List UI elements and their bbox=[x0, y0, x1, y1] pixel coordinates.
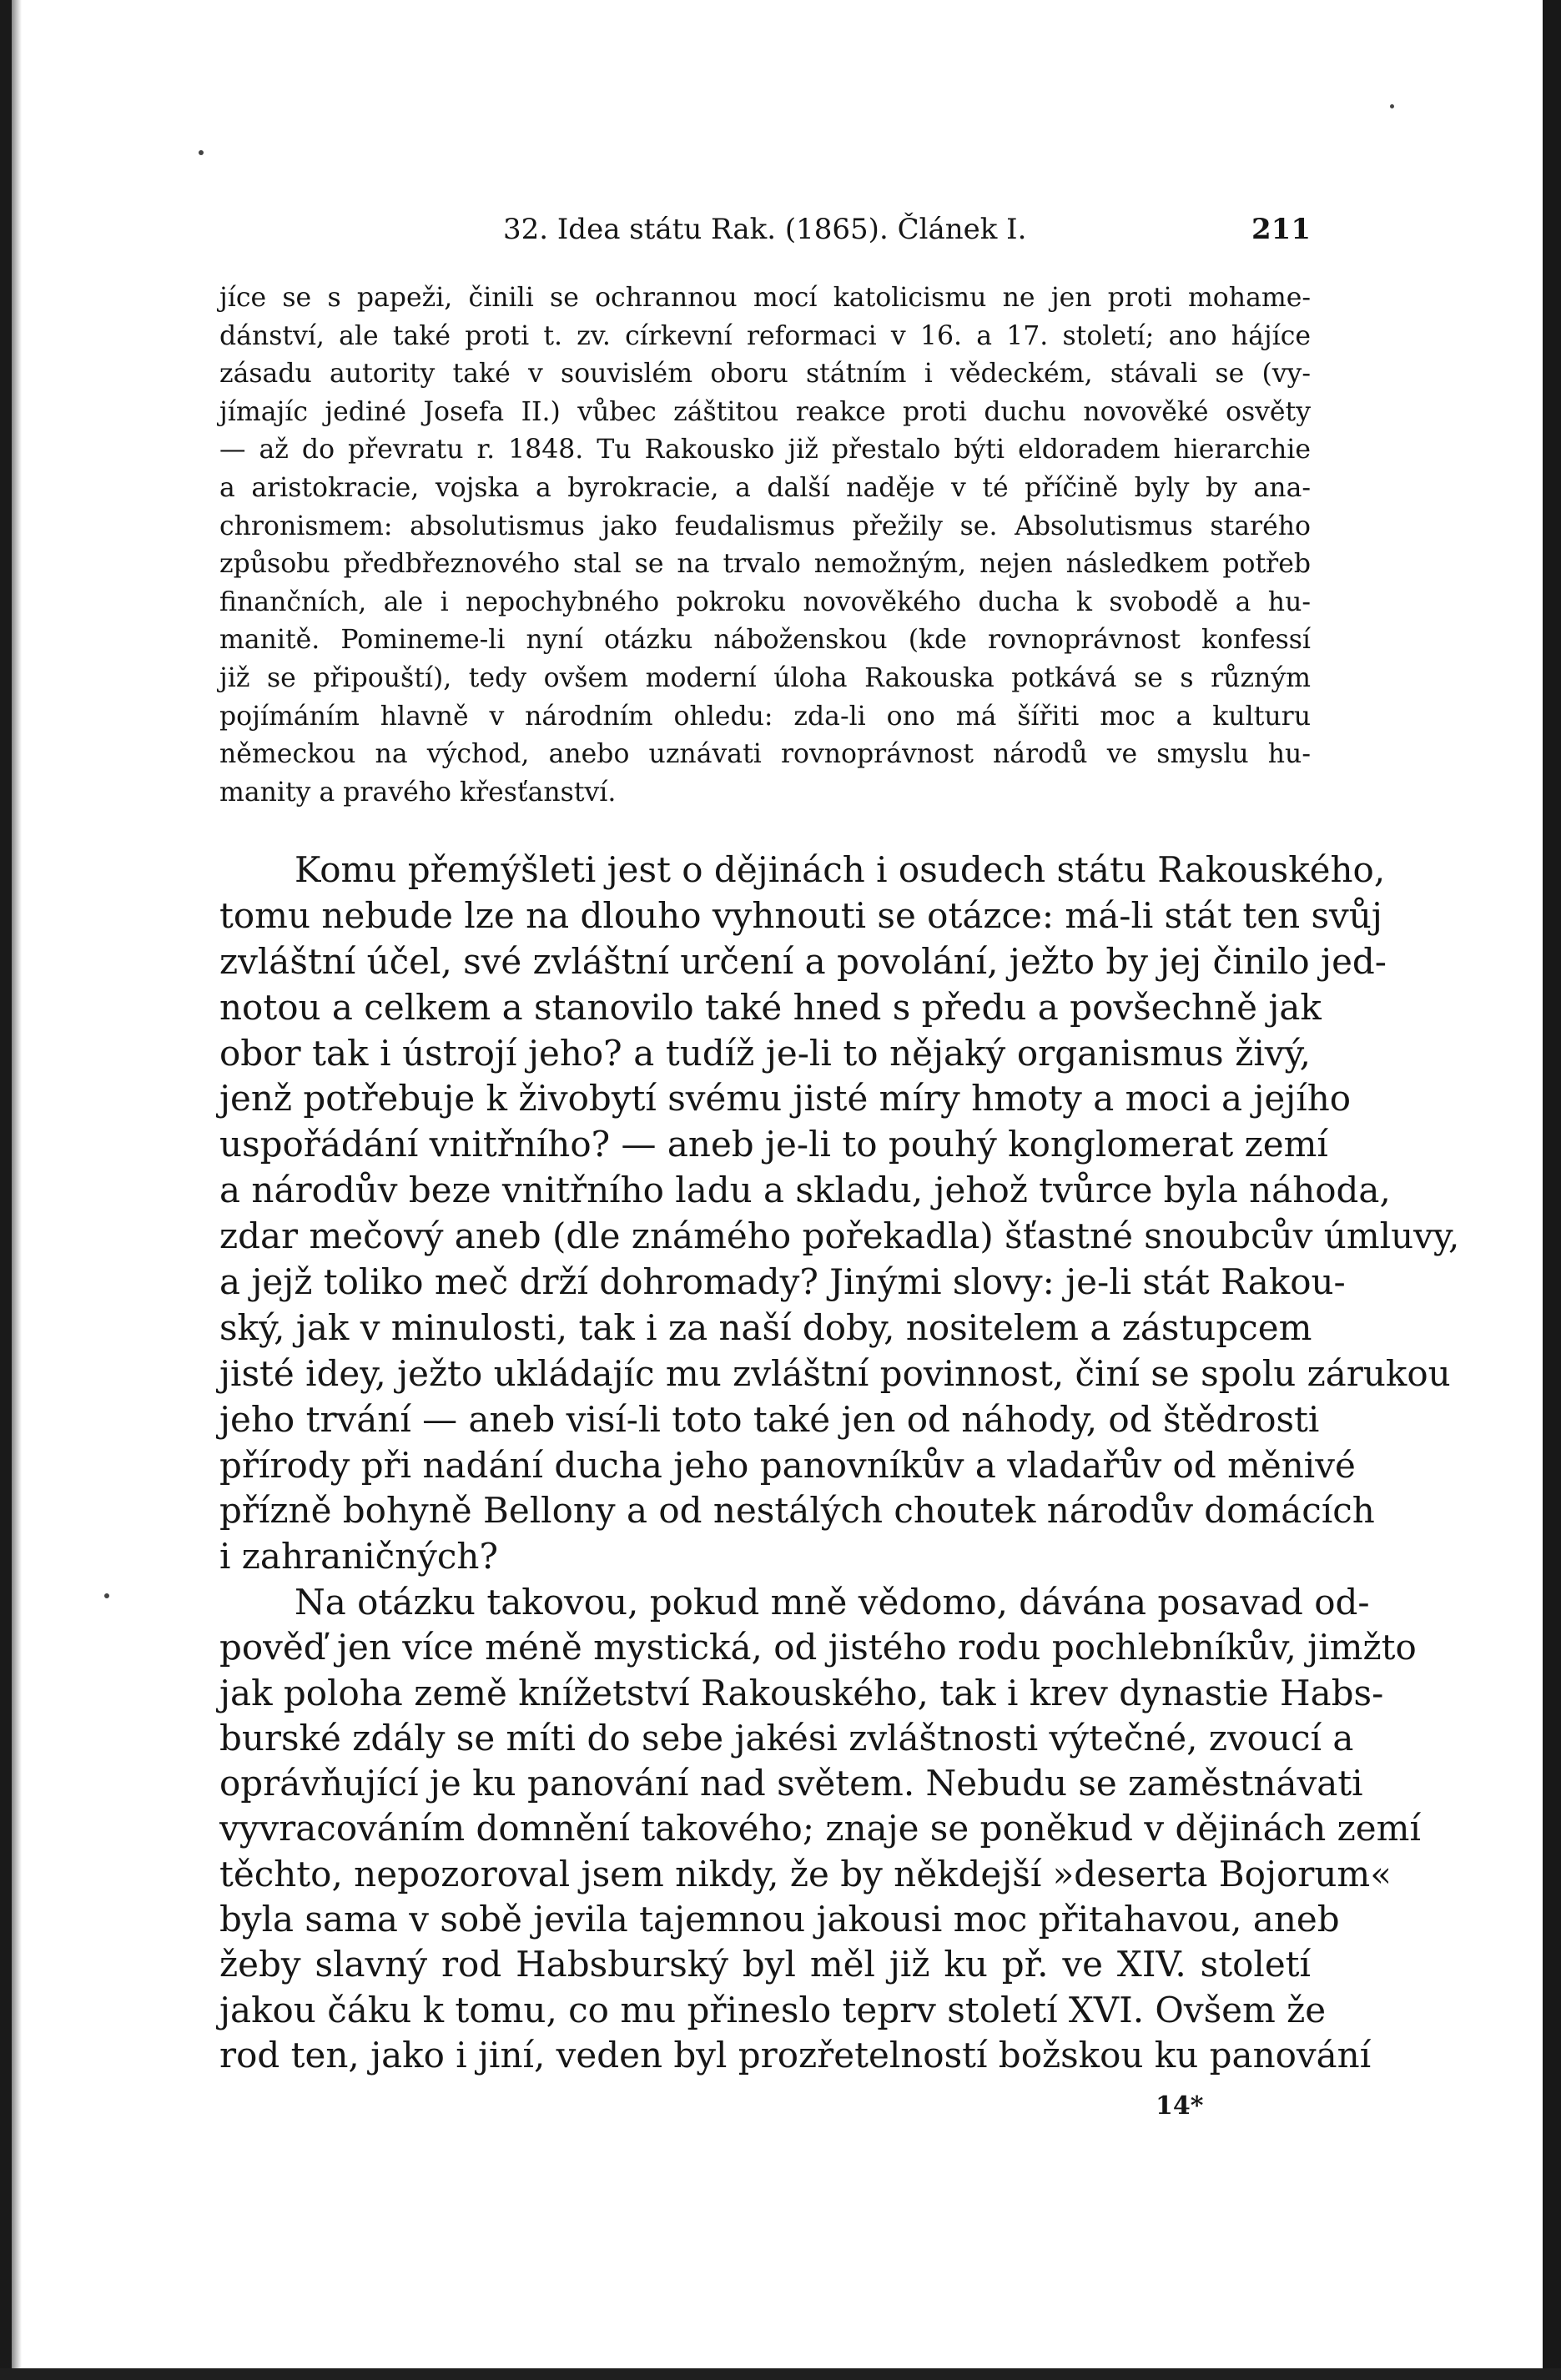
text-line: jeho trvání — aneb visí-li toto také jen od náhody, od štědrosti bbox=[219, 1398, 1320, 1440]
text-line: obor tak i ústrojí jeho? a tudíž je-li to nějaký organismus živý, bbox=[219, 1032, 1311, 1074]
text-line: a národův beze vnitřního ladu a skladu, jehož tvůrce byla náhoda, bbox=[219, 1170, 1391, 1211]
text-line: těchto, nepozoroval jsem nikdy, že by někdejší »deserta Bojorum« bbox=[219, 1853, 1392, 1894]
text-line: vyvracováním domnění takového; znaje se poněkud v dějinách zemí bbox=[219, 1808, 1421, 1849]
text-line: přízně bohyně Bellony a od nestálých choutek národův domácích bbox=[219, 1490, 1375, 1532]
text-line: manity a pravého křesťanství. bbox=[219, 777, 617, 808]
text-line: Komu přemýšleti jest o dějinách i osudech státu Rakouského, bbox=[295, 849, 1386, 890]
text-line: a jejž toliko meč drží dohromady? Jinými slovy: je-li stát Rakou- bbox=[219, 1261, 1346, 1303]
text-line: jímajíc jediné Josefa II.) vůbec záštitou reakce proti duchu novověké osvěty bbox=[219, 396, 1311, 427]
text-line: jenž potřebuje k živobytí svému jisté míry hmoty a moci a jejího bbox=[219, 1078, 1352, 1120]
text-line: zdar mečový aneb (dle známého pořekadla) šťastné snoubcův úmluvy, bbox=[219, 1215, 1460, 1257]
text-line: jak poloha země knížetství Rakouského, tak i krev dynastie Habs- bbox=[219, 1672, 1384, 1713]
scan-speck bbox=[1390, 104, 1394, 108]
text-line: tomu nebude lze na dlouho vyhnouti se otázce: má-li stát ten svůj bbox=[219, 894, 1382, 936]
text-line: chronismem: absolutismus jako feudalismus přežily se. Absolutismus starého bbox=[219, 511, 1311, 541]
footnote-block bbox=[219, 279, 1311, 812]
text-line: — až do převratu r. 1848. Tu Rakousko již přestalo býti eldoradem hierarchie bbox=[219, 435, 1311, 465]
paragraph-2 bbox=[219, 1580, 1421, 2078]
text-line: i zahraničných? bbox=[219, 1536, 498, 1577]
text-line: byla sama v sobě jevila tajemnou jakousi moc přitahavou, aneb bbox=[219, 1899, 1340, 1940]
text-line: zásadu autority také v souvislém oboru státním i vědeckém, stávali se (vy- bbox=[219, 359, 1311, 390]
text-line: již se připouští), tedy ovšem moderní úloha Rakouska potkává se s různým bbox=[219, 662, 1311, 693]
text-line: pověď jen více méně mystická, od jistého rodu pochlebníkův, jimžto bbox=[219, 1627, 1417, 1668]
running-header bbox=[503, 213, 1311, 246]
text-line: finančních, ale i nepochybného pokroku novověkého ducha k svobodě a hu- bbox=[219, 586, 1311, 617]
text-line: německou na východ, anebo uznávati rovnoprávnost národů ve smyslu hu- bbox=[219, 739, 1311, 770]
header-title: 32. Idea státu Rak. (1865). Článek I. bbox=[503, 213, 1027, 246]
text-line: notou a celkem a stanovilo také hned s předu a povšechně jak bbox=[219, 986, 1322, 1028]
text-line: jíce se s papeži, činili se ochrannou mocí katolicismu ne jen proti mohame- bbox=[219, 283, 1311, 313]
text-line: a aristokracie, vojska a byrokracie, a další naděje v té příčině byly by ana- bbox=[219, 472, 1311, 503]
signature-mark: 14* bbox=[1156, 2091, 1204, 2121]
text-line: oprávňující je ku panování nad světem. Nebudu se zaměstnávati bbox=[219, 1763, 1363, 1804]
scan-edge-right bbox=[1543, 0, 1561, 2380]
text-line: dánství, ale také proti t. zv. církevní reformaci v 16. a 17. století; ano hájíce bbox=[219, 320, 1311, 351]
text-line: manitě. Pomineme-li nyní otázku náboženskou (kde rovnoprávnost konfessí bbox=[219, 625, 1311, 656]
text-line: uspořádání vnitřního? — aneb je-li to pouhý konglomerat zemí bbox=[219, 1124, 1328, 1165]
text-line: žeby slavný rod Habsburský byl měl již ku př. ve XIV. století bbox=[219, 1944, 1311, 1985]
paragraph-1 bbox=[219, 848, 1460, 1580]
text-line: ský, jak v minulosti, tak i za naší doby, nositelem a zástupcem bbox=[219, 1306, 1312, 1348]
text-line: Na otázku takovou, pokud mně vědomo, dávána posavad od- bbox=[295, 1582, 1370, 1623]
scan-speck bbox=[104, 1593, 109, 1598]
page-number: 211 bbox=[1251, 213, 1311, 246]
text-line: způsobu předbřeznového stal se na trvalo nemožným, nejen následkem potřeb bbox=[219, 549, 1311, 580]
text-line: jakou čáku k tomu, co mu přineslo teprv století XVI. Ovšem že bbox=[219, 1989, 1327, 2030]
body-text bbox=[219, 848, 1460, 2076]
text-line: pojímáním hlavně v národním ohledu: zda-li ono má šířiti moc a kulturu bbox=[219, 701, 1311, 732]
text-line: rod ten, jako i jiní, veden byl prozřetelností božskou ku panování bbox=[219, 2034, 1372, 2076]
scan-edge-bottom bbox=[0, 2368, 1561, 2380]
text-line: přírody při nadání ducha jeho panovníkův a vladařův od měnivé bbox=[219, 1444, 1356, 1486]
text-line: burské zdály se míti do sebe jakési zvláštnosti výtečné, zvoucí a bbox=[219, 1717, 1354, 1759]
text-line: zvláštní účel, své zvláštní určení a povolání, ježto by jej činilo jed- bbox=[219, 940, 1387, 982]
scan-edge-left bbox=[0, 0, 12, 2380]
scan-edge-shadow bbox=[12, 0, 22, 2380]
scan-speck bbox=[199, 150, 204, 155]
text-line: jisté idey, ježto ukládajíc mu zvláštní povinnost, činí se spolu zárukou bbox=[219, 1352, 1451, 1394]
